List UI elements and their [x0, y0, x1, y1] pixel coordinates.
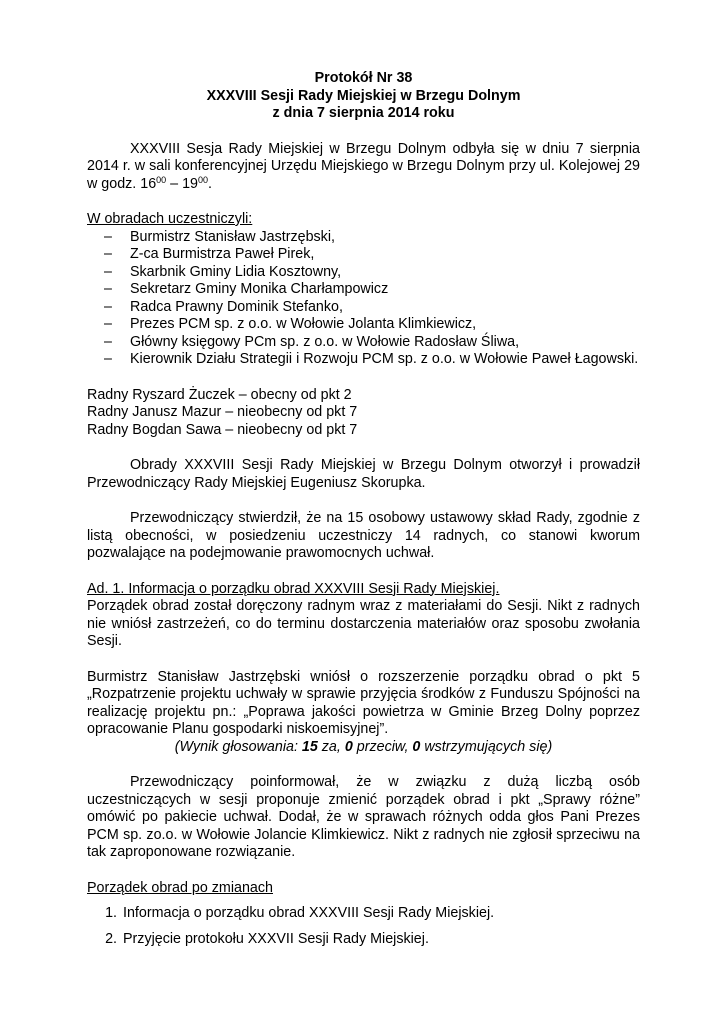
vote-abstain-count: 0: [412, 738, 421, 755]
attendance-note: Radny Ryszard Żuczek – obecny od pkt 2: [87, 386, 352, 403]
agenda-heading: Porządek obrad po zmianach: [87, 879, 273, 896]
document-page: [87, 70, 640, 948]
agenda-item: [87, 931, 640, 949]
participant-item: – Radca Prawny Dominik Stefanko,: [87, 299, 640, 317]
session-title: XXXVIII Sesji Rady Miejskiej w Brzegu Dolnym: [206, 87, 521, 104]
attendance-note: Radny Janusz Mazur – nieobecny od pkt 7: [87, 404, 358, 420]
participant-item: – Kierownik Działu Strategii i Rozwoju PCM sp. z o.o. w Wołowie Paweł Łagowski.: [87, 351, 640, 369]
participants-heading: W obradach uczestniczyli:: [87, 211, 253, 227]
vote-for-label: za,: [317, 738, 345, 755]
agenda-item-text: Informacja o porządku obrad XXXVIII Sesji Rady Miejskiej.: [123, 905, 495, 921]
start-time-minutes: 00: [156, 174, 167, 185]
motion-paragraph: Burmistrz Stanisław Jastrzębski wniósł o rozszerzenie porządku obrad o pkt 5 „Rozpatrzenie projektu uchwały w sprawie przyjęcia środków z Funduszu Spójności na realizację projektu pn.: „Poprawa jakości powietrza w Gminie Brzeg Dolny poprzez opracowanie Planu gospodarki niskoemisyjnej”.: [87, 668, 640, 737]
vote-open: (Wynik głosowania:: [174, 738, 302, 755]
participant-item: – Z-ca Burmistrza Paweł Pirek,: [87, 246, 640, 264]
attendance-notes: [87, 387, 640, 440]
participants-list: [87, 229, 640, 369]
opening-paragraph: Obrady XXXVIII Sesji Rady Miejskiej w Brzegu Dolnym otworzył i prowadził Przewodniczący Rady Miejskiej Eugeniusz Skorupka.: [87, 457, 640, 491]
vote-against-label: przeciw,: [352, 738, 413, 755]
intro-end: .: [208, 175, 212, 192]
intro-paragraph: [87, 141, 640, 194]
session-date: z dnia 7 sierpnia 2014 roku: [272, 105, 455, 121]
quorum-paragraph: Przewodniczący stwierdził, że na 15 osobowy ustawowy skład Rady, zgodnie z listą obecności, w posiedzeniu uczestniczy 14 radnych, co stanowi kworum pozwalające na podejmowanie prawomocnych uchwał.: [87, 510, 640, 561]
intro-text: XXXVIII Sesja Rady Miejskiej w Brzegu Dolnym odbyła się w dniu 7 sierpnia 2014 r. w sali konferencyjnej Urzędu Miejskiego w Brzegu Dolnym przy ul. Kolejowej 29 w godz. 16: [87, 140, 640, 192]
protocol-title: Protokół Nr 38: [314, 70, 413, 86]
end-time-minutes: 00: [197, 174, 208, 185]
ad1-heading: Ad. 1. Informacja o porządku obrad XXXVIII Sesji Rady Miejskiej.: [87, 580, 500, 597]
vote-abstain-label: wstrzymujących się): [420, 738, 553, 755]
agenda-item-text: Przyjęcie protokołu XXXVII Sesji Rady Miejskiej.: [123, 930, 429, 947]
participant-item: – Prezes PCM sp. z o.o. w Wołowie Jolanta Klimkiewicz,: [87, 316, 640, 334]
vote-for-count: 15: [301, 738, 318, 755]
agenda-item: [87, 905, 640, 923]
participant-item: – Główny księgowy PCm sp. z o.o. w Wołowie Radosław Śliwa,: [87, 334, 640, 352]
vote-result: [87, 739, 640, 757]
participant-item: – Burmistrz Stanisław Jastrzębski,: [87, 229, 640, 247]
attendance-note: Radny Bogdan Sawa – nieobecny od pkt 7: [87, 421, 358, 438]
ad1-text: Porządek obrad został doręczony radnym wraz z materiałami do Sesji. Nikt z radnych nie wniósł zastrzeżeń, co do terminu dostarczenia materiałów oraz sposobu zwołania Sesji.: [87, 598, 640, 649]
agenda-list: [87, 905, 640, 948]
agenda-item-number: 1.: [105, 905, 117, 921]
participant-item: – Sekretarz Gminy Monika Charłampowicz: [87, 281, 640, 299]
vote-against-count: 0: [344, 738, 353, 755]
chair-info-paragraph: Przewodniczący poinformował, że w związku z dużą liczbą osób uczestniczących w sesji proponuje zmienić porządek obrad i pkt „Sprawy różne” omówić po pakiecie uchwał. Dodał, że w sprawach różnych odda głos Pani Prezes PCM sp. zo.o. w Wołowie Jolancie Klimkiewicz. Nikt z radnych nie zgłosił sprzeciwu na tak zaproponowane rozwiązanie.: [87, 774, 640, 860]
participant-item: – Skarbnik Gminy Lidia Kosztowny,: [87, 264, 640, 282]
end-time-text: – 19: [166, 175, 198, 192]
agenda-item-number: 2.: [105, 930, 117, 947]
